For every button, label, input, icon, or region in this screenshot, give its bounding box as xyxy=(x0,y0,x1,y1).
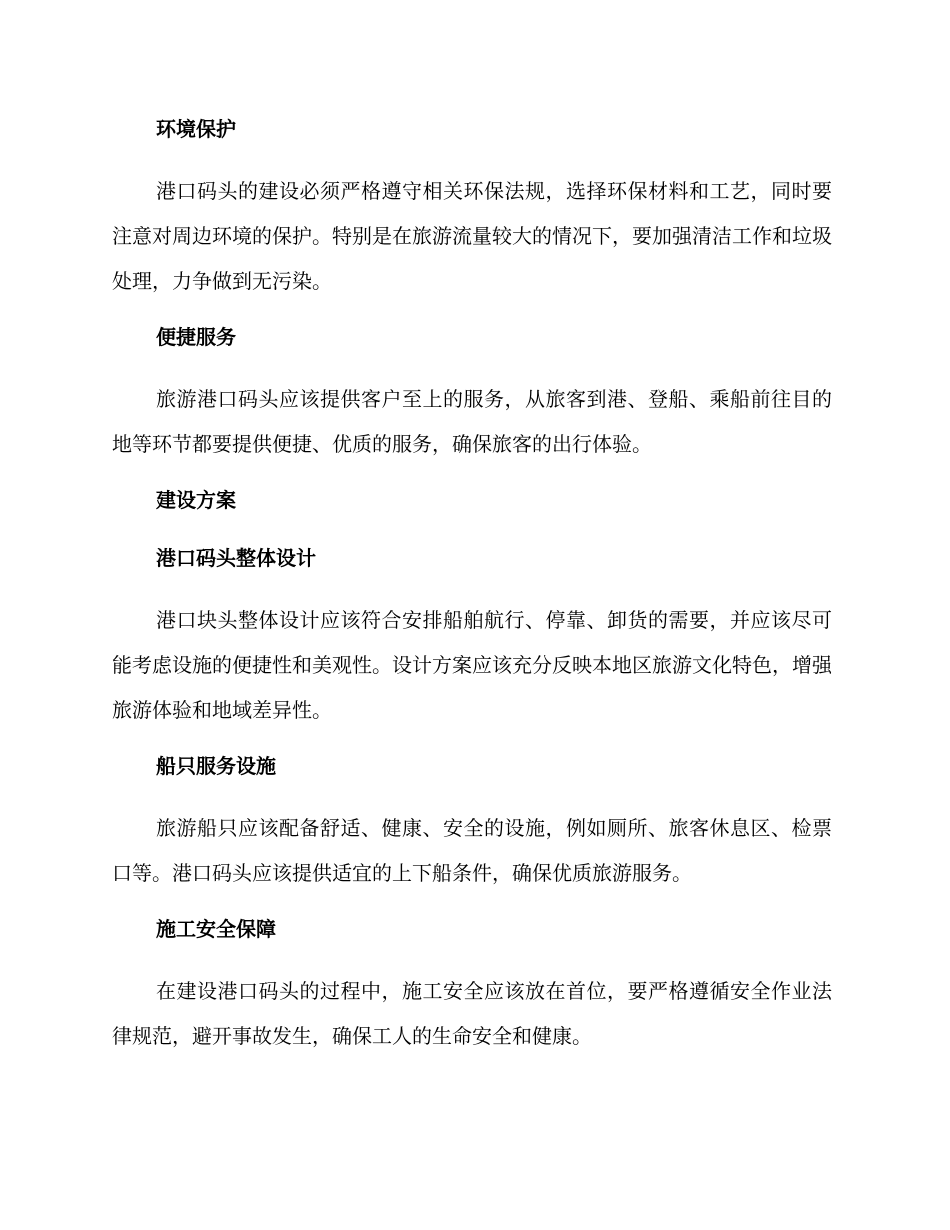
section-heading-construction-safety: 施工安全保障 xyxy=(156,917,276,941)
section-heading-overall-design: 港口码头整体设计 xyxy=(156,546,316,570)
section-paragraph-overall-design: 港口块头整体设计应该符合安排船舶航行、停靠、卸货的需要，并应该尽可能考虑设施的便捷性和美观性。设计方案应该充分反映本地区旅游文化特色，增强旅游体验和地域差异性。 xyxy=(112,608,832,722)
section-paragraph-environment: 港口码头的建设必须严格遵守相关环保法规，选择环保材料和工艺，同时要注意对周边环境的保护。特别是在旅游流量较大的情况下，要加强清洁工作和垃圾处理，力争做到无污染。 xyxy=(112,179,832,293)
section-heading-construction-plan: 建设方案 xyxy=(156,488,236,512)
section-paragraph-convenient-service: 旅游港口码头应该提供客户至上的服务，从旅客到港、登船、乘船前往目的地等环节都要提供便捷、优质的服务，确保旅客的出行体验。 xyxy=(112,387,832,456)
document-body xyxy=(112,112,832,1059)
section-heading-convenient-service: 便捷服务 xyxy=(156,325,236,349)
section-heading-ship-facilities: 船只服务设施 xyxy=(156,754,276,778)
section-heading-environment: 环境保护 xyxy=(156,117,236,141)
section-paragraph-ship-facilities: 旅游船只应该配备舒适、健康、安全的设施，例如厕所、旅客休息区、检票口等。港口码头应该提供适宜的上下船条件，确保优质旅游服务。 xyxy=(112,816,832,885)
section-paragraph-construction-safety: 在建设港口码头的过程中，施工安全应该放在首位，要严格遵循安全作业法律规范，避开事故发生，确保工人的生命安全和健康。 xyxy=(112,979,832,1048)
